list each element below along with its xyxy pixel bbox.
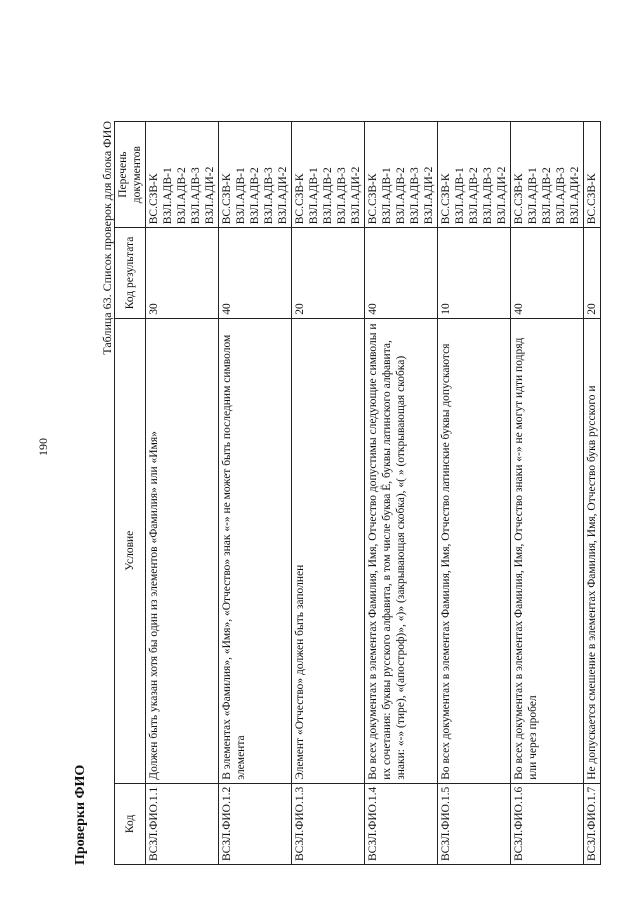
row-code: ВСЗЛ.ФИО.1.7 (584, 783, 601, 864)
row-documents (438, 122, 511, 228)
row-condition: Должен быть указан хотя бы один из элементов «Фамилия» или «Имя» (146, 318, 219, 783)
document-code: ВЗЛ.АДВ-2 (541, 167, 553, 225)
row-documents (146, 122, 219, 228)
row-condition: Не допускается смешение в элементах Фамилия, Имя, Отчество букв русского и (584, 318, 601, 783)
document-code: ВЗЛ.АДВ-2 (468, 167, 480, 225)
row-result-code: 40 (365, 228, 438, 318)
table-row (219, 122, 292, 865)
row-documents (365, 122, 438, 228)
document-code: ВЗЛ.АДВ-3 (190, 167, 202, 225)
row-condition: Во всех документах в элементах Фамилия, Имя, Отчество допустимы следующие символы и их сочетания: буквы русского алфавита, в том числе буква Ё, буквы латинского алфавита, знаки: «-» (тире), «(апостроф)», «)» (закрывающая скобка), «( » (открывающая скобка) (365, 318, 438, 783)
document-code: ВС.СЗВ-К (367, 173, 379, 225)
row-documents (219, 122, 292, 228)
row-documents (584, 122, 601, 228)
table-row (438, 122, 511, 865)
page-number: 190 (36, 438, 50, 456)
row-code: ВСЗЛ.ФИО.1.2 (219, 783, 292, 864)
document-code: ВС.СЗВ-К (148, 173, 160, 225)
row-code: ВСЗЛ.ФИО.1.6 (511, 783, 584, 864)
row-result-code: 20 (292, 228, 365, 318)
row-condition: Элемент «Отчество» должен быть заполнен (292, 318, 365, 783)
table-row (365, 122, 438, 865)
column-header-code: Код (115, 783, 146, 864)
document-code: ВЗЛ.АДИ-2 (423, 166, 435, 225)
row-result-code: 40 (219, 228, 292, 318)
document-code: ВС.СЗВ-К (440, 173, 452, 225)
row-condition: Во всех документах в элементах Фамилия, Имя, Отчество знаки «-» не могут идти подряд или через пробел (511, 318, 584, 783)
checks-table (114, 121, 601, 865)
row-code: ВСЗЛ.ФИО.1.5 (438, 783, 511, 864)
document-code: ВЗЛ.АДВ-3 (555, 167, 567, 225)
row-code: ВСЗЛ.ФИО.1.3 (292, 783, 365, 864)
column-header-documents: Перечень документов (115, 122, 146, 228)
table-row (584, 122, 601, 865)
document-code: ВЗЛ.АДВ-1 (162, 167, 174, 225)
document-code: ВЗЛ.АДИ-2 (496, 166, 508, 225)
document-code: ВС.СЗВ-К (294, 173, 306, 225)
row-code: ВСЗЛ.ФИО.1.4 (365, 783, 438, 864)
document-code: ВЗЛ.АДВ-2 (176, 167, 188, 225)
document-code: ВЗЛ.АДВ-1 (381, 167, 393, 225)
row-result-code: 30 (146, 228, 219, 318)
table-row (292, 122, 365, 865)
document-code: ВЗЛ.АДИ-2 (277, 166, 289, 225)
row-result-code: 20 (584, 228, 601, 318)
document-code: ВЗЛ.АДВ-3 (409, 167, 421, 225)
row-code: ВСЗЛ.ФИО.1.1 (146, 783, 219, 864)
document-code: ВЗЛ.АДВ-1 (527, 167, 539, 225)
document-code: ВЗЛ.АДВ-1 (454, 167, 466, 225)
document-code: ВЗЛ.АДВ-3 (263, 167, 275, 225)
document-code: ВЗЛ.АДИ-2 (569, 166, 581, 225)
table-header-row (115, 122, 146, 865)
table-row (146, 122, 219, 865)
document-code: ВЗЛ.АДВ-3 (482, 167, 494, 225)
row-condition: В элементах «Фамилия», «Имя», «Отчество» знак «-» не может быть последним символом элемента (219, 318, 292, 783)
document-code: ВС.СЗВ-К (221, 173, 233, 225)
document-code: ВЗЛ.АДВ-1 (308, 167, 320, 225)
row-documents (511, 122, 584, 228)
document-code: ВЗЛ.АДИ-2 (350, 166, 362, 225)
section-heading: Проверки ФИО (73, 764, 88, 865)
document-code: ВЗЛ.АДИ-2 (204, 166, 216, 225)
document-code: ВЗЛ.АДВ-1 (235, 167, 247, 225)
row-result-code: 10 (438, 228, 511, 318)
document-code: ВЗЛ.АДВ-2 (322, 167, 334, 225)
document-code: ВЗЛ.АДВ-2 (395, 167, 407, 225)
table-row (511, 122, 584, 865)
document-code: ВС.СЗВ-К (586, 173, 598, 225)
column-header-condition: Условие (115, 318, 146, 783)
row-result-code: 40 (511, 228, 584, 318)
table-caption: Таблица 63. Список проверок для блока ФИО (100, 121, 114, 355)
document-code: ВЗЛ.АДВ-3 (336, 167, 348, 225)
column-header-result-code: Код результата (115, 228, 146, 318)
document-code: ВС.СЗВ-К (513, 173, 525, 225)
row-documents (292, 122, 365, 228)
row-condition: Во всех документах в элементах Фамилия, Имя, Отчество латинские буквы допускаются (438, 318, 511, 783)
document-code: ВЗЛ.АДВ-2 (249, 167, 261, 225)
